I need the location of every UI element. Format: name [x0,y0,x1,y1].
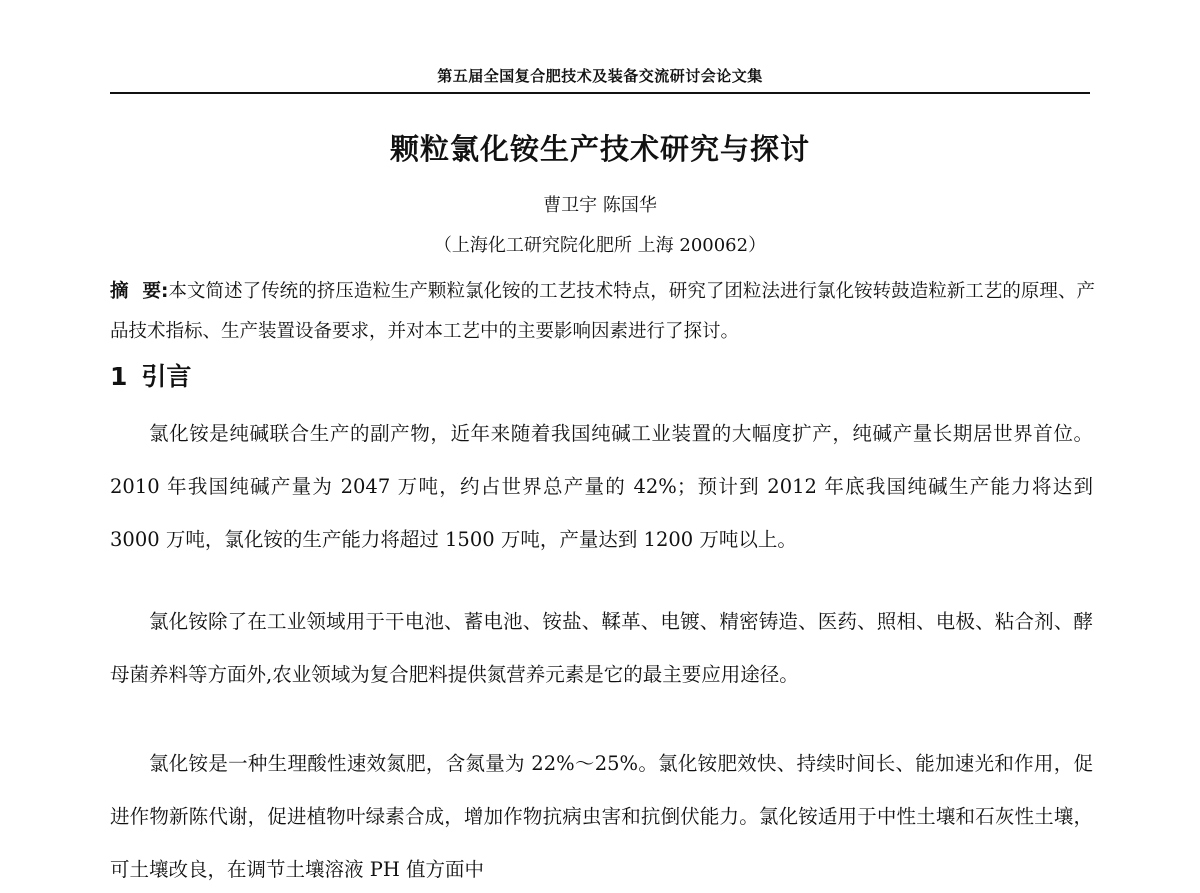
body-paragraph-2: 氯化铵除了在工业领域用于干电池、蓄电池、铵盐、鞣革、电镀、精密铸造、医药、照相、电极、粘合剂、酵母菌养料等方面外,农业领域为复合肥料提供氮营养元素是它的最主要应用途径。 [110,610,1093,686]
abstract-text: 本文简述了传统的挤压造粒生产颗粒氯化铵的工艺技术特点，研究了团粒法进行氯化铵转鼓造粒新工艺的原理、产品技术指标、生产装置设备要求，并对本工艺中的主要影响因素进行了探讨。 [110,281,1095,342]
section-title: 引言 [141,362,192,391]
body-paragraph-1: 氯化铵是纯碱联合生产的副产物，近年来随着我国纯碱工业装置的大幅度扩产，纯碱产量长期居世界首位。2010 年我国纯碱产量为 2047 万吨，约占世界总产量的 42%；预计到 2012 年底我国纯碱生产能力将达到 3000 万吨，氯化铵的生产能力将超过 1500 万吨，产量达到 1200 万吨以上。 [110,422,1093,551]
section-number: 1 [110,362,128,391]
paper-authors: 曹卫宇 陈国华 [543,195,657,216]
paper-affiliation: （上海化工研究院化肥所 上海 200062） [433,235,767,256]
paper-title: 颗粒氯化铵生产技术研究与探讨 [389,132,810,166]
body-paragraph-3: 氯化铵是一种生理酸性速效氮肥，含氮量为 22%～25%。氯化铵肥效快、持续时间长、能加速光和作用，促进作物新陈代谢，促进植物叶绿素合成，增加作物抗病虫害和抗倒伏能力。氯化铵适用于中性土壤和石灰性土壤，可土壤改良，在调节土壤溶液 PH 值方面中 [110,752,1093,881]
abstract-label: 摘 [110,281,143,302]
abstract [110,272,1095,352]
header-rule [110,92,1090,94]
abstract-label-end: 要: [142,281,169,302]
section-heading [110,360,191,394]
running-header: 第五届全国复合肥技术及装备交流研讨会论文集 [437,67,763,85]
